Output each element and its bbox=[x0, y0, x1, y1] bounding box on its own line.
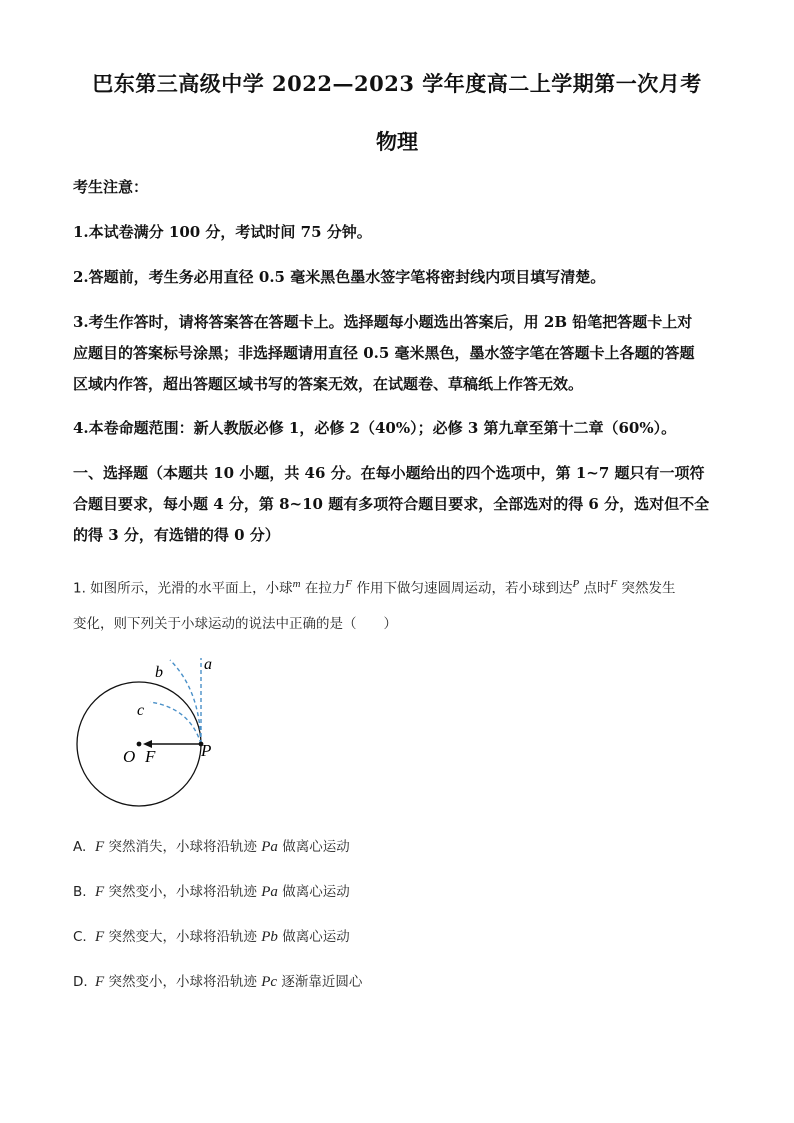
option-text: 突然变小，小球将沿轨迹 bbox=[104, 974, 262, 990]
exam-title: 巴东第三高级中学 2022—2023 学年度高二上学期第一次月考 bbox=[92, 71, 702, 96]
option-letter: A. bbox=[73, 839, 87, 855]
notice-item-3-line-3: 区域内作答，超出答题区域书写的答案无效，在试题卷、草稿纸上作答无效。 bbox=[73, 375, 584, 393]
option-path: Pc bbox=[261, 974, 278, 990]
option-d[interactable] bbox=[73, 970, 362, 991]
notice-item-4: 4.本卷命题范围：新人教版必修 1，必修 2（40%）；必修 3 第九章至第十二章（60%）。 bbox=[73, 419, 677, 437]
notice-item-3-line-1: 3.考生作答时，请将答案答在答题卡上。选择题每小题选出答案后，用 2B 铅笔把答题卡上对 bbox=[73, 313, 693, 331]
option-a[interactable] bbox=[73, 835, 350, 856]
q1-var-m: m bbox=[292, 578, 301, 590]
option-text: 突然消失，小球将沿轨迹 bbox=[104, 839, 262, 855]
question-1-stem bbox=[73, 567, 733, 642]
label-F: F bbox=[145, 747, 156, 766]
section-heading-line-3: 的得 3 分，有选错的得 0 分） bbox=[73, 526, 280, 544]
q1-text-4: 点时 bbox=[579, 580, 611, 597]
option-b[interactable] bbox=[73, 880, 350, 901]
label-c: c bbox=[137, 702, 145, 719]
option-path: Pa bbox=[261, 839, 278, 855]
exam-subject: 物理 bbox=[376, 129, 418, 154]
option-c[interactable] bbox=[73, 925, 350, 946]
notice-item-2: 2.答题前，考生务必用直径 0.5 毫米黑色墨水签字笔将密封线内项目填写清楚。 bbox=[73, 268, 606, 286]
center-point bbox=[137, 742, 142, 747]
q1-var-P: P bbox=[572, 578, 580, 590]
option-letter: C. bbox=[73, 929, 87, 945]
circular-motion-figure bbox=[70, 648, 250, 810]
q1-text-1: 1. 如图所示，光滑的水平面上，小球 bbox=[73, 580, 293, 597]
option-text: 突然变大，小球将沿轨迹 bbox=[104, 929, 262, 945]
trajectory-b bbox=[170, 660, 201, 744]
q1-text-5: 突然发生 bbox=[617, 580, 676, 597]
label-a: a bbox=[204, 656, 212, 673]
option-text-end: 做离心运动 bbox=[277, 839, 350, 855]
option-text: 突然变小，小球将沿轨迹 bbox=[104, 884, 262, 900]
option-path: Pa bbox=[261, 884, 278, 900]
option-text-end: 做离心运动 bbox=[277, 884, 350, 900]
q1-text-line-2: 变化，则下列关于小球运动的说法中正确的是（ ） bbox=[73, 615, 397, 632]
option-letter: B. bbox=[73, 884, 87, 900]
notice-item-1: 1.本试卷满分 100 分，考试时间 75 分钟。 bbox=[73, 223, 372, 241]
option-path: Pb bbox=[261, 929, 278, 945]
q1-var-F: F bbox=[345, 578, 353, 590]
label-b: b bbox=[155, 664, 163, 681]
option-letter: D. bbox=[73, 974, 88, 990]
section-heading-line-1: 一、选择题（本题共 10 小题，共 46 分。在每小题给出的四个选项中，第 1~7 题只有一项符 bbox=[73, 464, 705, 482]
q1-var-F-2: F bbox=[610, 578, 618, 590]
option-var-F: F bbox=[95, 839, 105, 855]
q1-text-3: 作用下做匀速圆周运动，若小球到达 bbox=[352, 580, 573, 597]
option-var-F: F bbox=[95, 884, 105, 900]
label-P: P bbox=[201, 741, 212, 760]
notice-heading: 考生注意： bbox=[73, 178, 149, 196]
option-text-end: 逐渐靠近圆心 bbox=[277, 974, 363, 990]
notice-item-3-line-2: 应题目的答案标号涂黑；非选择题请用直径 0.5 毫米黑色，墨水签字笔在答题卡上各题的答题 bbox=[73, 344, 695, 362]
label-O: O bbox=[123, 747, 136, 766]
trajectory-c bbox=[150, 702, 201, 744]
option-var-F: F bbox=[95, 929, 105, 945]
q1-text-2: 在拉力 bbox=[300, 580, 346, 597]
option-var-F: F bbox=[95, 974, 105, 990]
section-heading-line-2: 合题目要求，每小题 4 分，第 8~10 题有多项符合题目要求，全部选对的得 6 分，选对但不全 bbox=[73, 495, 710, 513]
option-text-end: 做离心运动 bbox=[277, 929, 350, 945]
